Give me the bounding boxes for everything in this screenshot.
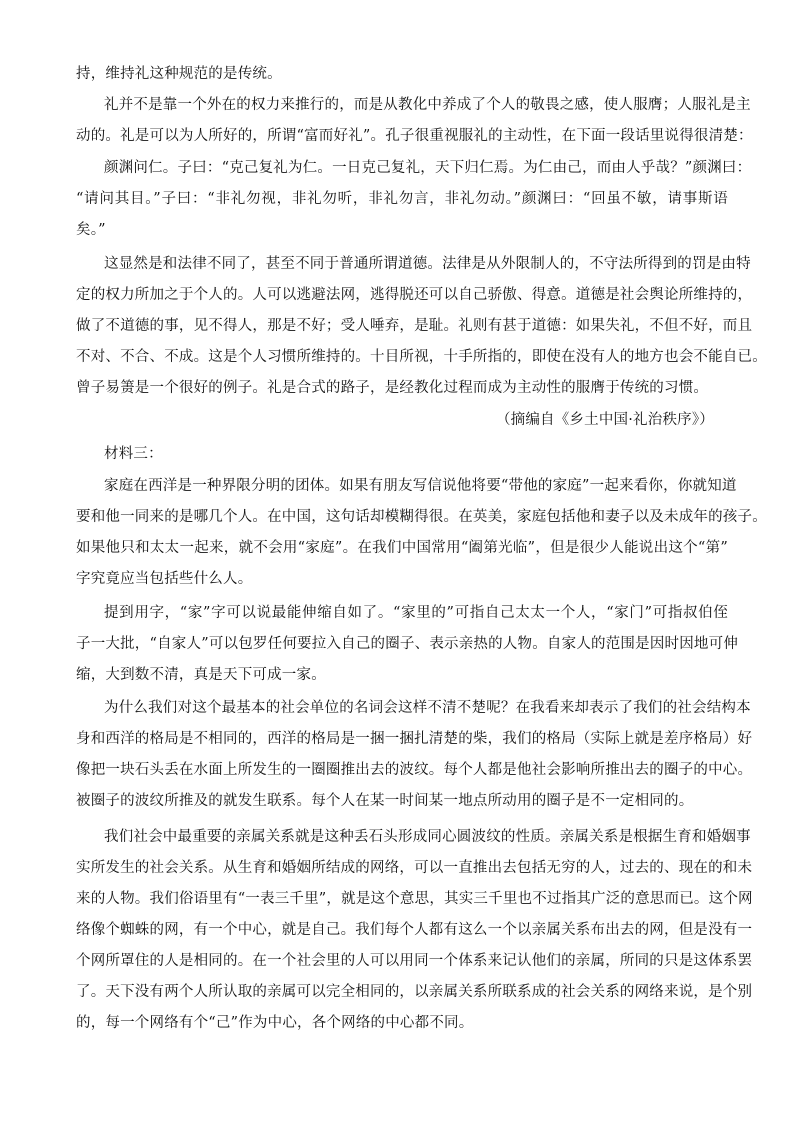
- text-line: 像把一块石头丢在水面上所发生的一圈圈推出去的波纹。每个人都是他社会影响所推出去的圈子的中心。: [76, 762, 753, 778]
- text-line: 曾子易箦是一个很好的例子。礼是合式的路子，是经教化过程而成为主动性的服膺于传统的习惯。: [76, 380, 709, 396]
- text-line: 如果他只和太太一起来，就不会用“家庭”。在我们中国常用“阖第光临”，但是很少人能说出这个“第”: [76, 540, 728, 556]
- text-line: 身和西洋的格局是不相同的，西洋的格局是一捆一捆扎清楚的柴，我们的格局（实际上就是差序格局）好: [76, 731, 753, 747]
- text-line: 字究竟应当包括些什么人。: [76, 571, 253, 587]
- text-line: 持，维持礼这种规范的是传统。: [76, 66, 282, 82]
- text-line: 了。天下没有两个人所认取的亲属可以完全相同的，以亲属关系所联系成的社会关系的网络来说，是个别: [76, 984, 753, 1000]
- text-line: 做了不道德的事，见不得人，那是不好；受人唾弃，是耻。礼则有甚于道德：如果失礼，不但不好，而且: [76, 318, 753, 334]
- section-label: 材料三：: [104, 446, 163, 462]
- text-line: 要和他一同来的是哪几个人。在中国，这句话却模糊得很。在英美，家庭包括他和妻子以及未成年的孩子。: [76, 509, 767, 525]
- text-line: 来的人物。我们俗语里有“一表三千里”，就是这个意思，其实三千里也不过指其广泛的意思而已。这个网: [76, 891, 753, 907]
- text-line: 不对、不合、不成。这是个人习惯所维持的。十目所视，十手所指的，即使在没有人的地方也会不能自已。: [76, 349, 767, 365]
- text-line: 个网所罩住的人是相同的。在一个社会里的人可以用同一个体系来记认他们的亲属，所同的只是这体系罢: [76, 953, 753, 969]
- text-line: 提到用字，“家”字可以说最能伸缩自如了。“家里的”可指自己太太一个人，“家门”可指叔伯侄: [104, 605, 728, 621]
- text-line: 颜渊问仁。子曰：“克己复礼为仁。一日克己复礼，天下归仁焉。为仁由己，而由人乎哉？”颜渊曰：: [104, 160, 752, 176]
- text-line: 矣。”: [76, 222, 106, 238]
- text-line: 家庭在西洋是一种界限分明的团体。如果有朋友写信说他将要“带他的家庭”一起来看你，你就知道: [104, 478, 737, 494]
- text-line: 缩，大到数不清，真是天下可成一家。: [76, 667, 326, 683]
- text-line: 为什么我们对这个最基本的社会单位的名词会这样不清不楚呢？在我看来却表示了我们的社会结构本: [104, 700, 751, 716]
- text-line: 定的权力所加之于个人的。人可以逃避法网，逃得脱还可以自己骄傲、得意。道德是社会舆论所维持的，: [76, 287, 753, 303]
- text-line: 被圈子的波纹所推及的就发生联系。每个人在某一时间某一地点所动用的圈子是不一定相同的。: [76, 793, 694, 809]
- text-line: “请问其目。”子曰：“非礼勿视，非礼勿听，非礼勿言，非礼勿动。”颜渊曰：“回虽不敏，请事斯语: [76, 191, 728, 207]
- text-line: 礼并不是靠一个外在的权力来推行的，而是从教化中养成了个人的敬畏之感，使人服膺；人服礼是主: [104, 97, 751, 113]
- text-line: 这显然是和法律不同了，甚至不同于普通所谓道德。法律是从外限制人的，不守法所得到的罚是由特: [104, 256, 751, 272]
- text-line: 子一大批，“自家人”可以包罗任何要拉入自己的圈子、表示亲热的人物。自家人的范围是因时因地可伸: [76, 636, 739, 652]
- source-citation: （摘编自《乡土中国·礼治秩序》）: [495, 412, 714, 428]
- text-line: 我们社会中最重要的亲属关系就是这种丢石头形成同心圆波纹的性质。亲属关系是根据生育和婚姻事: [104, 829, 751, 845]
- text-line: 实所发生的社会关系。从生育和婚姻所结成的网络，可以一直推出去包括无穷的人，过去的、现在的和未: [76, 860, 753, 876]
- text-line: 动的。礼是可以为人所好的，所谓“富而好礼”。孔子很重视服礼的主动性，在下面一段话里说得很清楚：: [76, 128, 753, 144]
- text-line: 络像个蜘蛛的网，有一个中心，就是自己。我们每个人都有这么一个以亲属关系布出去的网，但是没有一: [76, 922, 753, 938]
- text-line: 的，每一个网络有个“己”作为中心，各个网络的中心都不同。: [76, 1015, 474, 1031]
